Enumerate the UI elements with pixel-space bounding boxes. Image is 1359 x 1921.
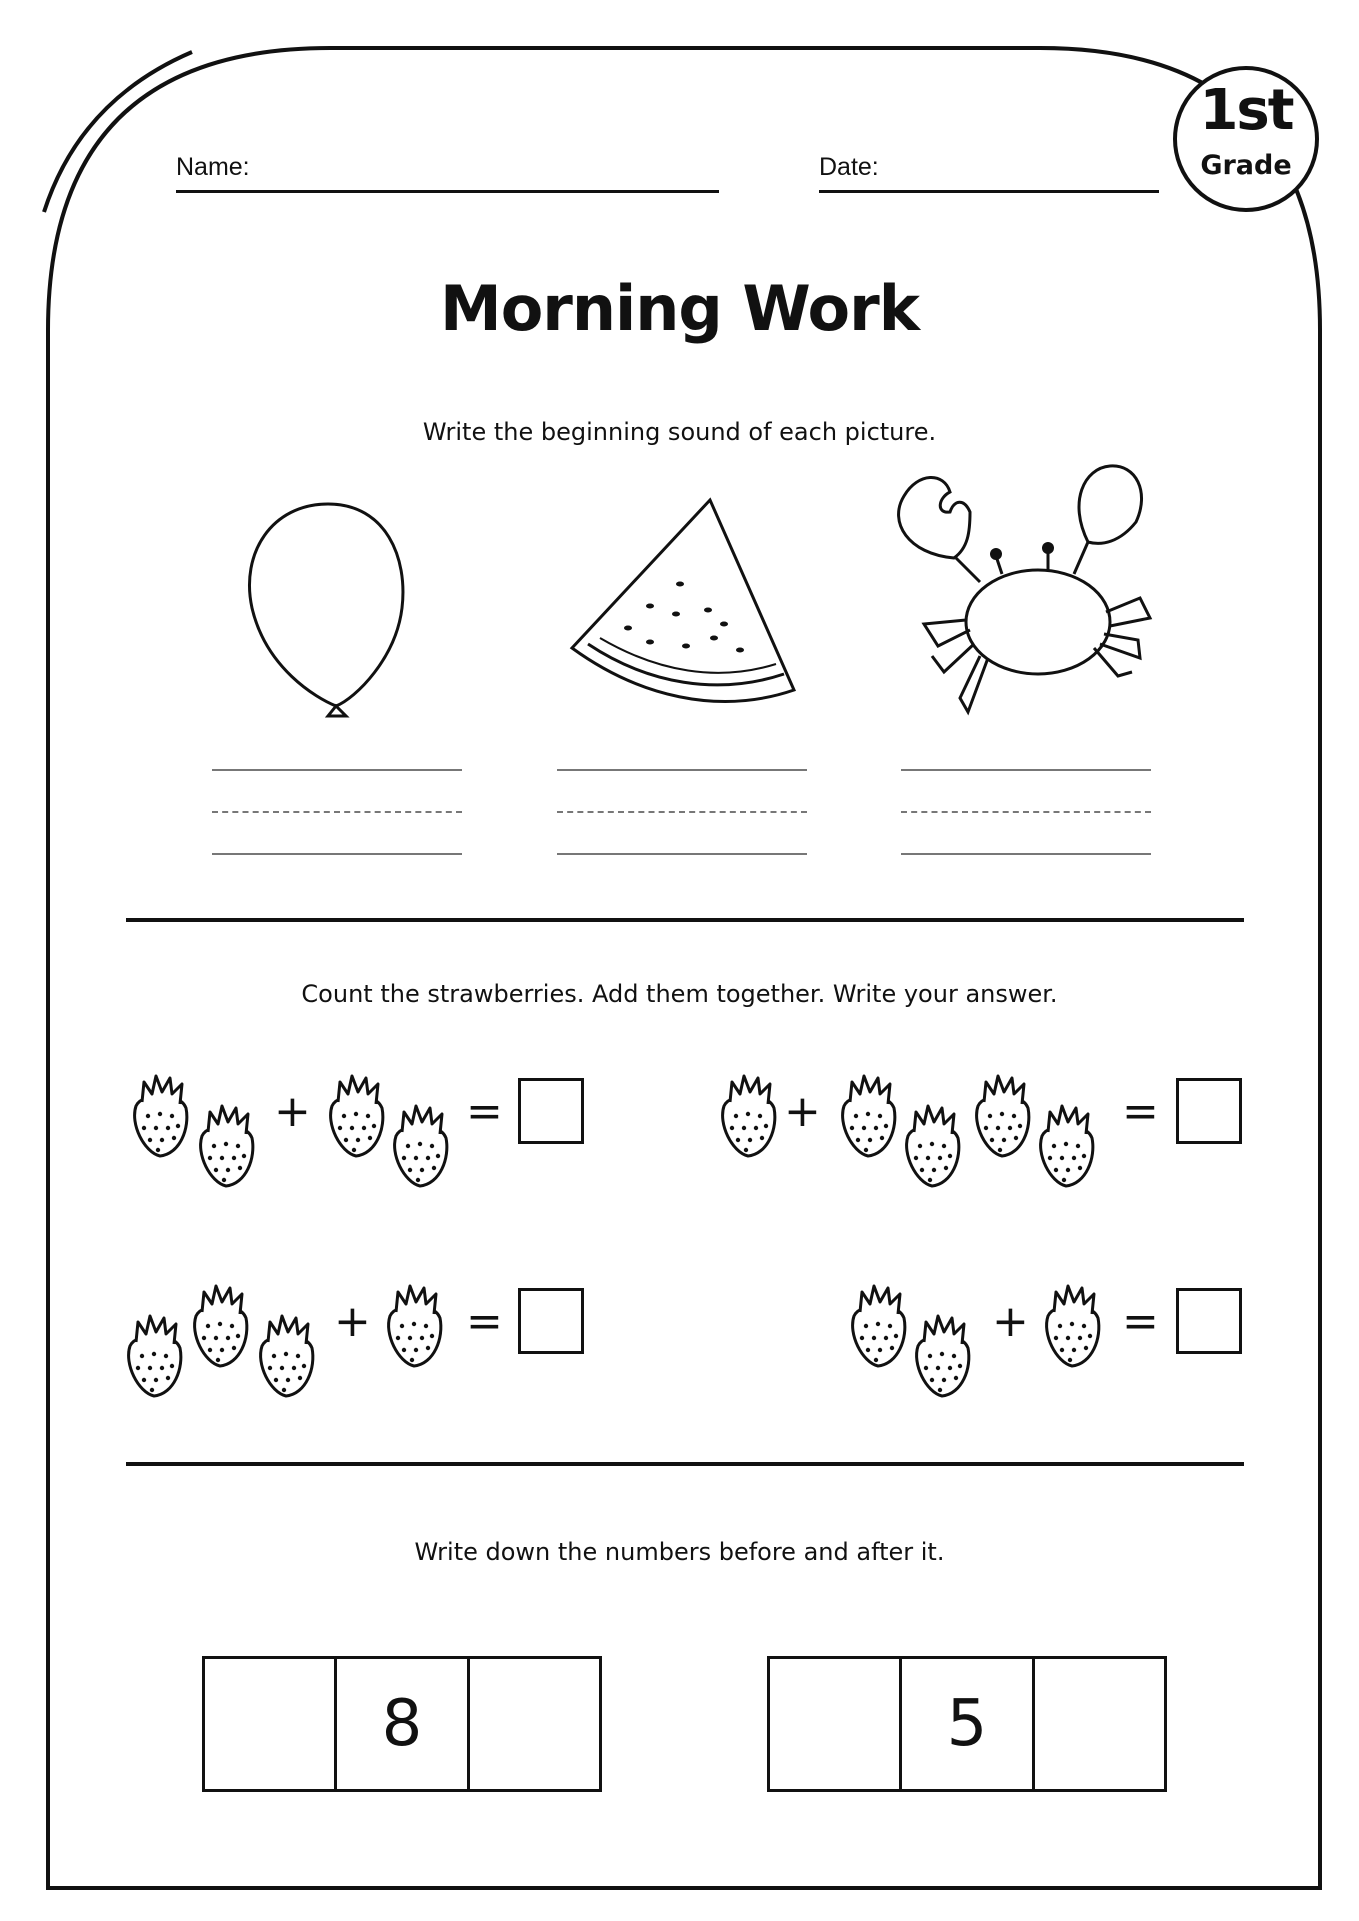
answer-box[interactable] (518, 1288, 584, 1354)
section1-instruction: Write the beginning sound of each picture. (422, 418, 937, 446)
plus-sign: + (334, 1296, 371, 1347)
plus-sign: + (274, 1086, 311, 1137)
strawberry-icon (201, 1106, 253, 1186)
strawberry-icon (917, 1316, 969, 1396)
number-sequence-1 (202, 1656, 602, 1792)
equals-sign: = (1122, 1296, 1159, 1347)
strawberry-icon (389, 1286, 441, 1366)
after-number-box[interactable] (470, 1659, 599, 1789)
date-label: Date: (819, 153, 879, 181)
equals-sign: = (1122, 1086, 1159, 1137)
section3-instruction: Write down the numbers before and after it. (414, 1538, 945, 1566)
strawberry-icon (1047, 1286, 1099, 1366)
strawberry-icon (853, 1286, 905, 1366)
answer-box[interactable] (518, 1078, 584, 1144)
strawberry-icon (129, 1316, 181, 1396)
strawberry-icon (135, 1076, 187, 1156)
strawberry-icon (843, 1076, 895, 1156)
grade-word: Grade (1200, 150, 1292, 181)
strawberry-icon (331, 1076, 383, 1156)
strawberry-icon (977, 1076, 1029, 1156)
section-divider (126, 1462, 1244, 1466)
strawberry-icon (723, 1076, 775, 1156)
answer-box[interactable] (1176, 1288, 1242, 1354)
strawberry-icon (1041, 1106, 1093, 1186)
given-number: 5 (902, 1659, 1034, 1789)
after-number-box[interactable] (1035, 1659, 1164, 1789)
strawberry-icon (395, 1106, 447, 1186)
plus-sign: + (784, 1086, 821, 1137)
equals-sign: = (466, 1296, 503, 1347)
name-label: Name: (176, 153, 250, 181)
before-number-box[interactable] (770, 1659, 902, 1789)
plus-sign: + (992, 1296, 1029, 1347)
number-sequence-2 (767, 1656, 1167, 1792)
page-title: Morning Work (440, 272, 919, 345)
strawberry-icon (907, 1106, 959, 1186)
answer-box[interactable] (1176, 1078, 1242, 1144)
strawberry-icon (261, 1316, 313, 1396)
given-number: 8 (337, 1659, 469, 1789)
equals-sign: = (466, 1086, 503, 1137)
strawberry-icon (195, 1286, 247, 1366)
grade-number: 1st (1199, 78, 1293, 143)
section2-instruction: Count the strawberries. Add them together. Write your answer. (301, 980, 1058, 1008)
before-number-box[interactable] (205, 1659, 337, 1789)
